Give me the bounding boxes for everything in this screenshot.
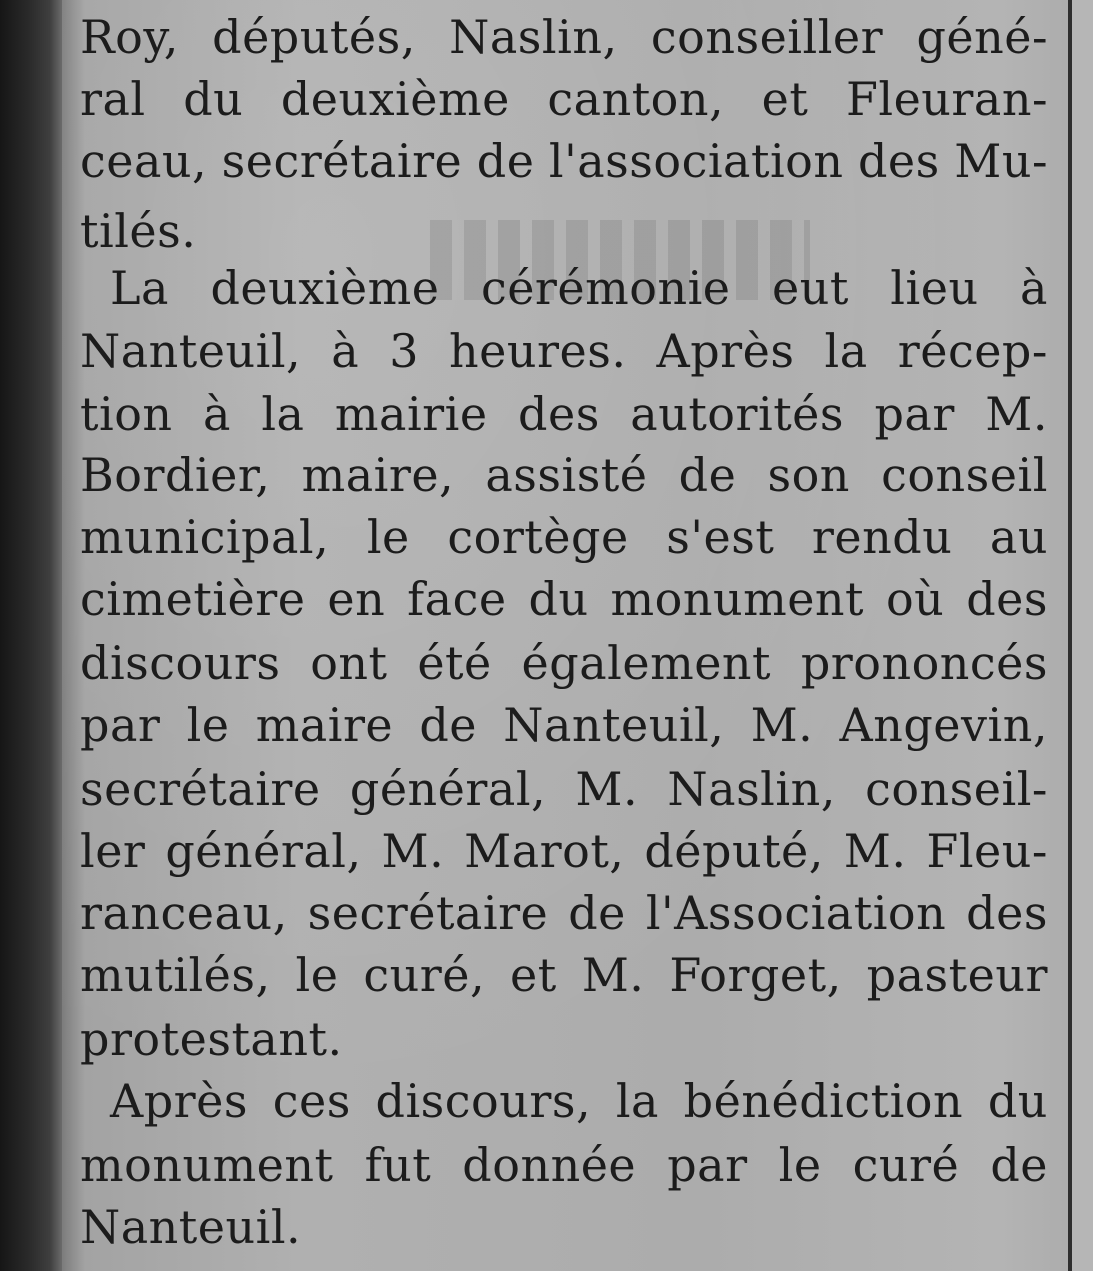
word: été [417,636,492,690]
word: s'est [666,510,775,564]
word: ler [80,824,146,878]
word: députés, [212,10,416,64]
word: Fleuran- [845,72,1048,126]
word: de [419,698,478,752]
word: cortège [447,510,629,564]
line-text: Nanteuil. [80,1200,302,1254]
article-column [80,0,1048,1271]
word: général, [349,762,547,816]
word: rendu [811,510,953,564]
paragraph-2-line-7 [80,632,1048,694]
word: général, [165,824,362,878]
word: deuxième [280,72,510,126]
word: discours, [375,1074,592,1128]
word: mutilés, [80,948,271,1002]
word: du [183,72,244,126]
word: face [407,572,507,626]
word: heures. [449,324,627,378]
paragraph-2-line-11 [80,882,1048,944]
word: Après [656,324,795,378]
word: Roy, [80,10,179,64]
word: discours [80,636,281,690]
word: ceau, [80,134,208,188]
word: cérémonie [480,261,731,315]
paragraph-2-line-10 [80,820,1048,882]
word: Naslin, [667,762,836,816]
word: de [568,886,626,940]
word: bénédiction [683,1074,964,1128]
word: géné- [916,10,1048,64]
word: monument [610,572,865,626]
word: en [327,572,386,626]
word: conseil [881,448,1048,502]
word: récep- [897,324,1048,378]
word: des [857,134,940,188]
word: de [476,134,535,188]
word: secrétaire [80,762,321,816]
word: ont [310,636,388,690]
word: fut [364,1138,432,1192]
word: curé [852,1138,960,1192]
word: des [966,572,1048,626]
text-line-3 [80,130,1048,192]
word: secrétaire [307,886,549,940]
paragraph-2-line-2 [80,320,1048,382]
paragraph-3-line-1 [80,1070,1048,1132]
word: Nanteuil, [503,698,725,752]
word: canton, [547,72,725,126]
word: curé, [363,948,486,1002]
word: M. [843,824,907,878]
paragraph-2-line-1 [80,257,1048,319]
word: ral [80,72,146,126]
page-gutter-shadow [0,0,62,1271]
word: M. [750,698,814,752]
word: conseil- [865,762,1048,816]
word: eut [771,261,849,315]
paragraph-2-line-4 [80,444,1048,506]
word: des [518,387,600,441]
paragraph-2-line-8 [80,694,1048,756]
word: pasteur [866,948,1048,1002]
word: Après [110,1074,248,1128]
word: assisté [485,448,648,502]
word: mairie [334,387,488,441]
word: l'Association [645,886,947,940]
paragraph-2-line-12 [80,944,1048,1006]
word: le [778,1138,822,1192]
word: par [874,387,955,441]
word: M. [581,948,645,1002]
word: Naslin, [449,10,618,64]
word: la [615,1074,659,1128]
word: son [767,448,850,502]
word: par [80,698,161,752]
paragraph-2-line-5 [80,506,1048,568]
paragraph-3-line-2 [80,1134,1048,1196]
word: où [885,572,945,626]
word: M. [381,824,445,878]
word: également [521,636,772,690]
word: maire, [301,448,455,502]
paragraph-2-line-6 [80,568,1048,630]
word: 3 [389,324,419,378]
word: le [366,510,410,564]
line-text: protestant. [80,1012,343,1066]
word: député, [644,824,824,878]
word: M. [575,762,639,816]
paragraph-2-line-3 [80,383,1048,445]
text-line-4 [80,200,1048,262]
word: la [824,324,868,378]
word: la [261,387,305,441]
word: tion [80,387,173,441]
paragraph-2-line-9 [80,758,1048,820]
word: conseiller [650,10,884,64]
word: cimetière [80,572,306,626]
paragraph-2-line-13 [80,1008,1048,1070]
word: municipal, [80,510,330,564]
word: par [667,1138,748,1192]
word: ces [272,1074,351,1128]
word: le [295,948,339,1002]
word: donnée [462,1138,637,1192]
word: et [510,948,557,1002]
word: et [761,72,809,126]
text-line-2 [80,68,1048,130]
word: maire [255,698,394,752]
word: Fleu- [926,824,1048,878]
word: l'association [548,134,844,188]
word: Angevin, [839,698,1048,752]
word: Forget, [669,948,842,1002]
word: au [989,510,1048,564]
word: deuxième [210,261,440,315]
word: à [202,387,231,441]
line-text: tilés. [80,204,197,258]
word: secrétaire [221,134,463,188]
right-margin [1072,0,1093,1271]
word: du [528,572,589,626]
word: à [1020,261,1048,315]
text-line-1 [80,6,1048,68]
word: lieu [890,261,979,315]
word: Mu- [954,134,1048,188]
word: du [987,1074,1048,1128]
word: prononcés [800,636,1048,690]
word: Bordier, [80,448,271,502]
word: La [110,261,169,315]
word: monument [80,1138,334,1192]
word: à [331,324,360,378]
word: de [678,448,737,502]
word: le [186,698,230,752]
word: Nanteuil, [80,324,302,378]
word: de [990,1138,1048,1192]
word: autorités [630,387,845,441]
word: Marot, [464,824,625,878]
word: ranceau, [80,886,288,940]
paragraph-3-line-3 [80,1196,1048,1258]
word: M. [985,387,1048,441]
word: des [966,886,1048,940]
